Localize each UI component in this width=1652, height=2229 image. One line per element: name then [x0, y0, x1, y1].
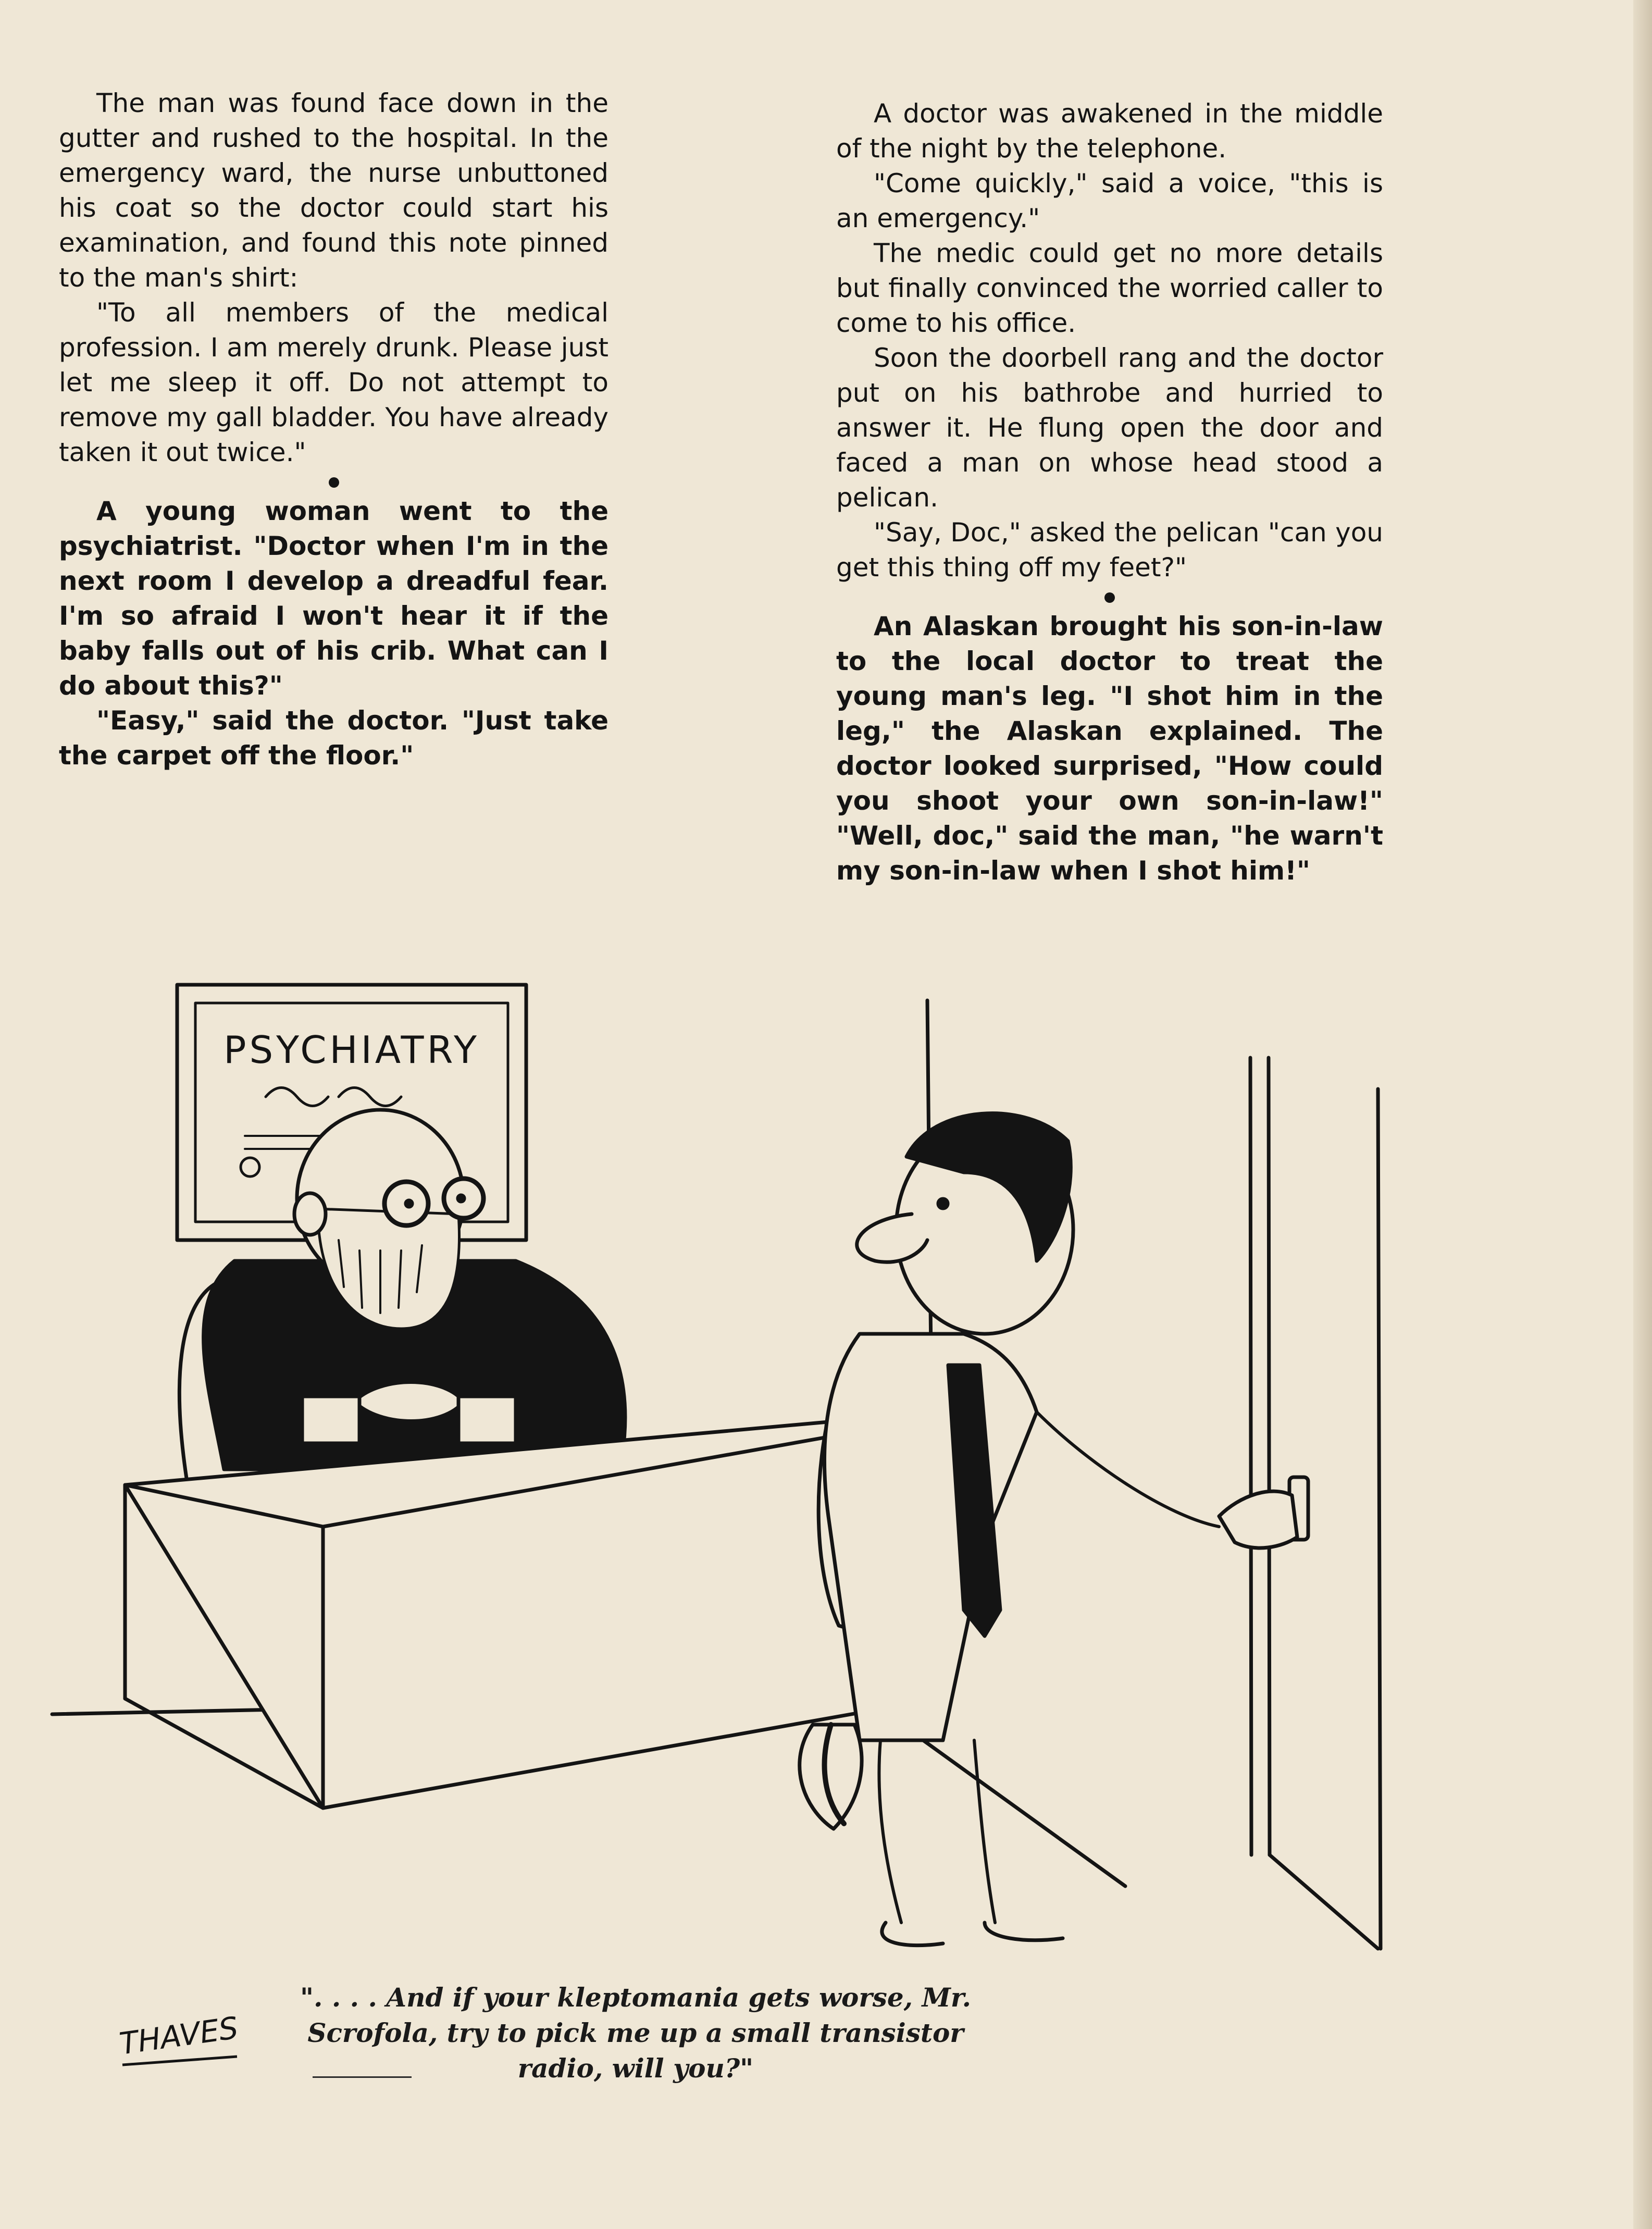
hat-in-hand — [800, 1725, 862, 1829]
joke-3-paragraph-4: Soon the doorbell rang and the doctor put on his bathrobe and hurried to answer it. He flung open the door and faced a man on whose head stood a pelican. — [836, 343, 1383, 513]
joke-1-paragraph-2: "To all members of the medical profession. I am merely drunk. Please just let me sleep it off. Do not attempt to remove my gall bladder. You have already taken it out twice." — [59, 298, 608, 467]
seal-icon — [241, 1158, 259, 1177]
joke-3-paragraph-3: The medic could get no more details but finally convinced the worried caller to come to his office. — [836, 238, 1383, 338]
joke-2-paragraph-2: "Easy," said the doctor. "Just take the carpet off the floor." — [59, 705, 608, 771]
patient — [800, 1113, 1297, 1946]
right-text-column — [836, 96, 1383, 888]
joke-3-paragraph-5: "Say, Doc," asked the pelican "can you get this thing off my feet?" — [836, 517, 1383, 583]
separator-dot — [1104, 592, 1115, 603]
shoes — [882, 1923, 1063, 1946]
joke-4-paragraph-1: An Alaskan brought his son-in-law to the local doctor to treat the young man's leg. "I shot him in the leg," the Alaskan explained. The doctor looked surprised, "How could you shoot your own son-in-law!" "Well, doc," said the man, "he warn't my son-in-law when I shot him!" — [836, 611, 1383, 886]
page-edge — [1633, 0, 1652, 2229]
caption-rule — [313, 2076, 412, 2078]
joke-1-paragraph-1: The man was found face down in the gutter and rushed to the hospital. In the emergency ward, the nurse unbuttoned his coat so the doctor could start his examination, and found this note pinned to the man's shirt: — [59, 88, 608, 293]
joke-3-paragraph-2: "Come quickly," said a voice, "this is an emergency." — [836, 168, 1383, 233]
diploma-title: PSYCHIATRY — [223, 1028, 480, 1072]
cartoon-caption: ". . . . And if your kleptomania gets worse, Mr. Scrofola, try to pick me up a small transistor radio, will you?" — [300, 1982, 971, 2084]
psychiatrist — [204, 1110, 625, 1469]
signature-text: THAVES — [117, 2010, 241, 2062]
artist-signature — [112, 2009, 247, 2076]
joke-3-paragraph-1: A doctor was awakened in the middle of the night by the telephone. — [836, 98, 1383, 164]
cartoon-illustration — [47, 969, 1427, 1990]
joke-2-paragraph-1: A young woman went to the psychiatrist. "Doctor when I'm in the next room I develop a dreadful fear. I'm so afraid I won't hear it if the baby falls out of his crib. What can I do about this?" — [59, 496, 608, 701]
hand-on-doorknob — [1219, 1491, 1297, 1548]
desk — [125, 1417, 880, 1808]
left-text-column — [59, 86, 608, 773]
separator-dot — [329, 477, 339, 488]
